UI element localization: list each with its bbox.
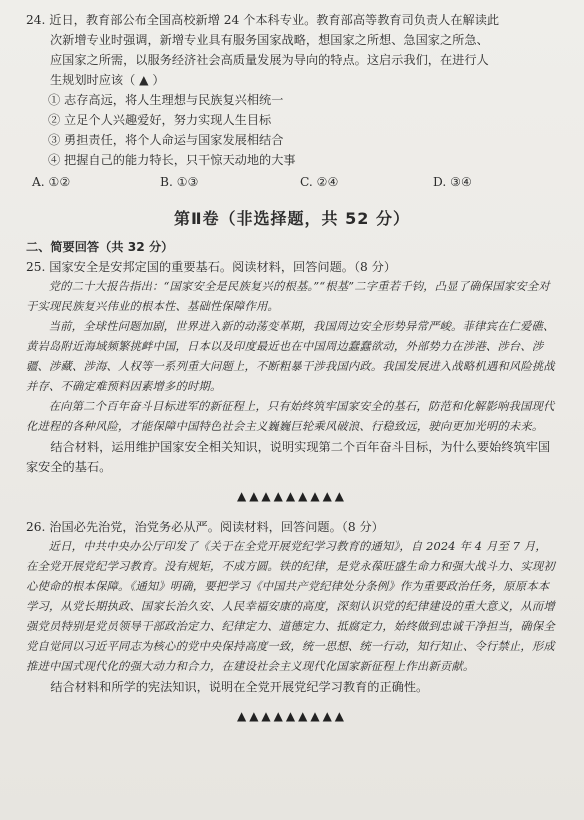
question-26 [26, 517, 558, 697]
choice-d: D. ③④ [433, 175, 472, 189]
q25-material-paragraph: 当前，全球性问题加剧，世界进入新的动荡变革期，我国周边安全形势异常严峻。菲律宾在仁爱礁、黄岩岛附近海域频繁挑衅中国，日本以及印度最近也在中国周边蠢蠢欲动，外部势力在涉港、涉台、涉疆、涉藏、涉海、人权等一系列重大问题上，不断粗暴干涉我国内政。我国发展进入战略机遇和风险挑战并存、不确定难预料因素增多的时期。 [26, 320, 555, 393]
q25-prompt: 结合材料，运用维护国家安全相关知识，说明实现第二个百年奋斗目标，为什么要始终筑牢国家安全的基石。 [26, 440, 551, 474]
q24-option: ① 志存高远，将人生理想与民族复兴相统一 [48, 93, 284, 107]
q25-material-paragraph: 在向第二个百年奋斗目标进军的新征程上，只有始终筑牢国家安全的基石，防范和化解影响我国现代化进程的各种风险，才能保障中国特色社会主义巍巍巨轮乘风破浪、行稳致远，驶向更加光明的未来。 [26, 400, 555, 433]
answer-space-marker: ▲▲▲▲▲▲▲▲▲ [236, 489, 348, 503]
q24-stem-line: 生规划时应该（ ▲ ） [50, 73, 165, 87]
q24-stem-line: 应国家之所需，以服务经济社会高质量发展为导向的特点。这启示我们，在进行人 [50, 53, 489, 67]
q26-prompt: 结合材料和所学的宪法知识，说明在全党开展党纪学习教育的正确性。 [50, 680, 429, 694]
q25-heading: 25. 国家安全是安邦定国的重要基石。阅读材料，回答问题。（8 分） [26, 260, 397, 274]
q24-choices [26, 172, 558, 192]
section2-heading: 二、简要回答（共 32 分） [26, 240, 174, 254]
q26-material-paragraph: 近日，中共中央办公厅印发了《关于在全党开展党纪学习教育的通知》，自 2024 年 4 月至 7 月，在全党开展党纪学习教育。没有规矩，不成方圆。铁的纪律，是党永葆旺盛生命力和强大战斗力、实现初心使命的根本保障。《通知》明确，要把学习《中国共产党纪律处分条例》作为重要政治任务，原原本本学习，从党长期执政、国家长治久安、人民幸福安康的高度，深刻认识党的纪律建设的重大意义，从而增强党员特别是党员领导干部政治定力、纪律定力、道德定力、抵腐定力，始终做到忠诚干净担当，确保全党自觉同以习近平同志为核心的党中央保持高度一致，统一思想、统一行动，知行知止、令行禁止，形成推进中国式现代化的强大动力和合力，在建设社会主义现代化国家新征程上作出新贡献。 [26, 540, 555, 673]
part2-title: 第Ⅱ卷（非选择题，共 52 分） [174, 209, 410, 228]
answer-space-marker: ▲▲▲▲▲▲▲▲▲ [236, 709, 348, 723]
q24-stem-line: 次新增专业时强调，新增专业具有服务国家战略，想国家之所想、急国家之所急、 [50, 33, 489, 47]
q24-option: ④ 把握自己的能力特长，只干惊天动地的大事 [48, 153, 296, 167]
q24-stem-line: 24. 近日，教育部公布全国高校新增 24 个本科专业。教育部高等教育司负责人在解读此 [26, 13, 500, 27]
q25-material-paragraph: 党的二十大报告指出：“国家安全是民族复兴的根基。”“根基”二字重若千钧，凸显了确保国家安全对于实现民族复兴伟业的根本性、基础性保障作用。 [26, 280, 550, 313]
question-24 [26, 10, 558, 192]
choice-c: C. ②④ [300, 175, 339, 189]
choice-a: A. ①② [32, 175, 71, 189]
question-25 [26, 257, 558, 477]
q26-heading: 26. 治国必先治党，治党务必从严。阅读材料，回答问题。（8 分） [26, 520, 384, 534]
choice-b: B. ①③ [160, 175, 199, 189]
q24-option: ② 立足个人兴趣爱好，努力实现人生目标 [48, 113, 272, 127]
q24-option: ③ 勇担责任，将个人命运与国家发展相结合 [48, 133, 284, 147]
